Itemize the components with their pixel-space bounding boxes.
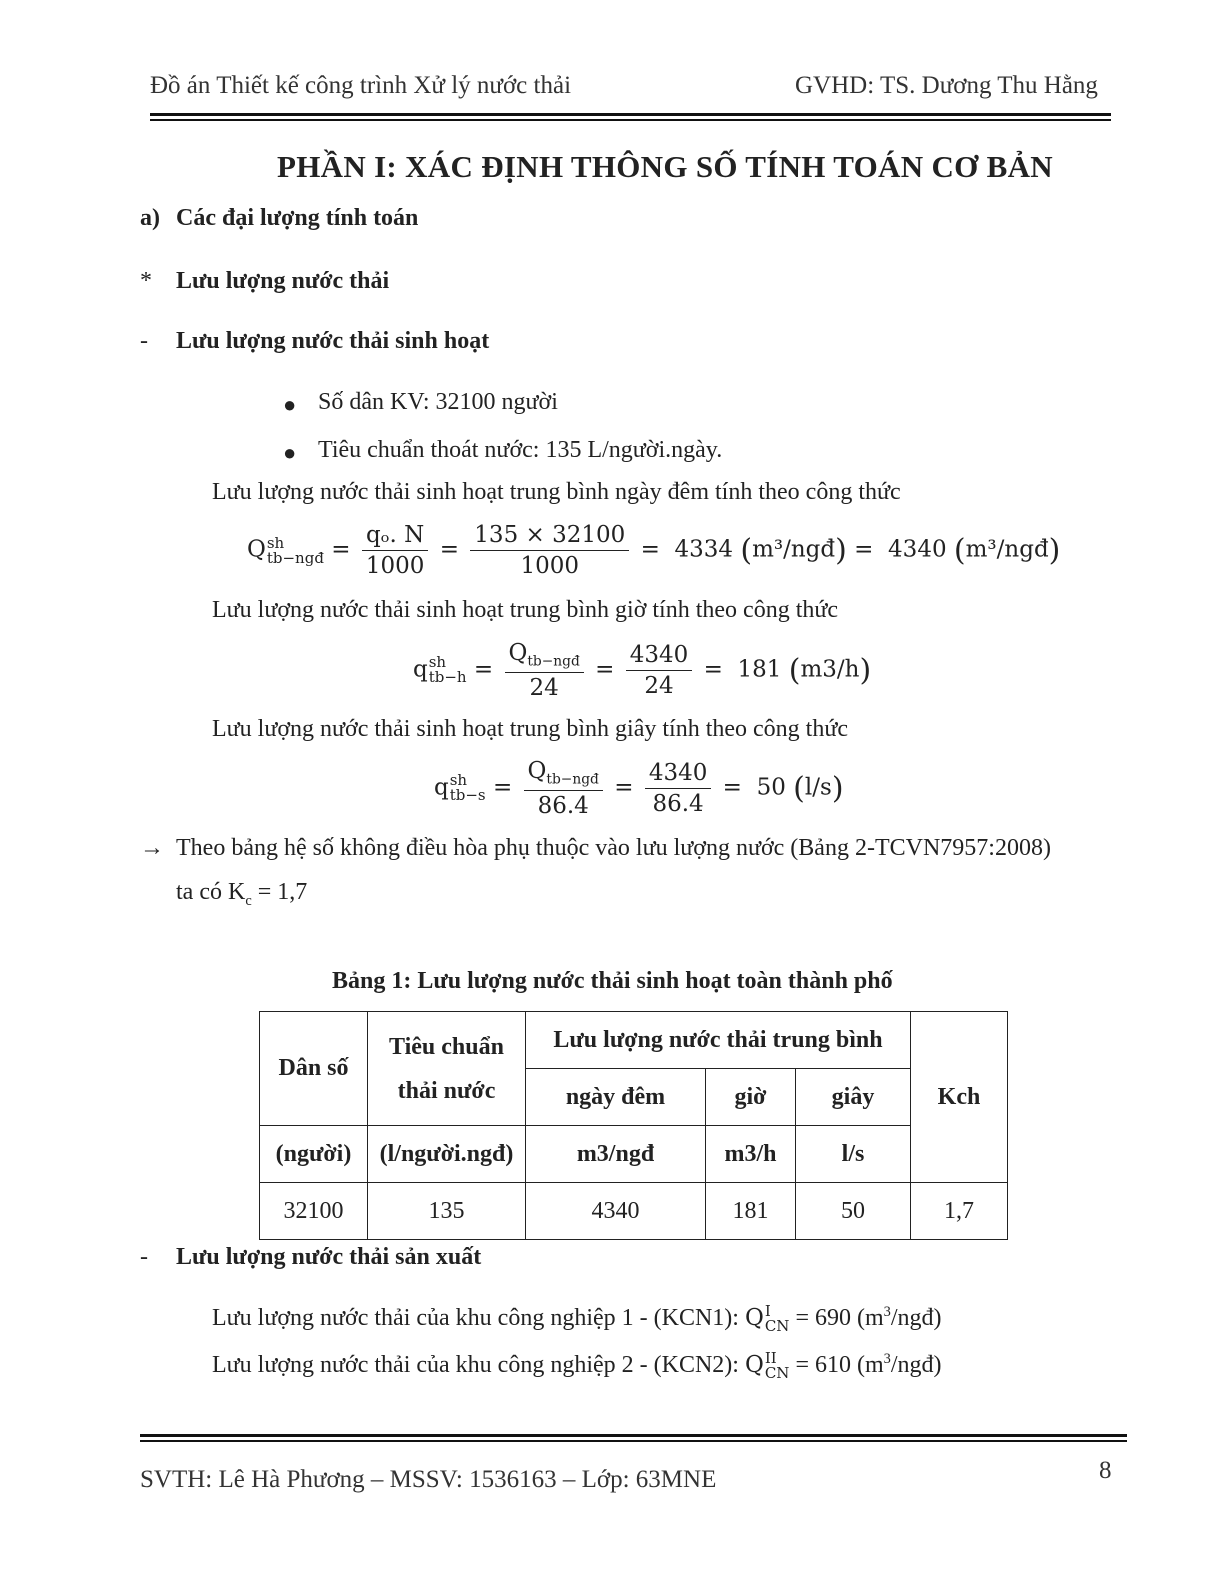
th-tieu-chuan: Tiêu chuẩn thải nước (368, 1012, 526, 1126)
footer-rule-thin (140, 1440, 1127, 1442)
star-marker: * (140, 268, 152, 294)
bullet-tieu-chuan: Tiêu chuẩn thoát nước: 135 L/người.ngày. (318, 437, 723, 463)
unit-giay: l/s (796, 1126, 911, 1183)
table-cell: 32100 (260, 1183, 368, 1240)
table-cell: 4340 (526, 1183, 706, 1240)
paragraph-ngay-dem: Lưu lượng nước thải sinh hoạt trung bình ngày đêm tính theo công thức (212, 479, 901, 505)
bullet-icon: ● (283, 392, 297, 417)
formula-q-giay: q sh tb−s = $\frac{Q_{tb-ngđ}}{86.4}$ = $\frac{4340}{86.4}$ = 50 (l/s) (434, 758, 844, 819)
table-cell: 181 (706, 1183, 796, 1240)
header-rule-thin (150, 119, 1111, 121)
header-rule-thick (150, 113, 1111, 116)
section-a-marker: a) (140, 205, 160, 231)
section-a-heading: Các đại lượng tính toán (176, 205, 419, 231)
formula-q-ngay-dem: Q sh tb−ngđ = $\frac{\text{qₒ. N}}{1000}$ = $\frac{135 \times 32100}{1000}$ = 4334 (m³/ngđ) = 4340 (m³/ngđ) (247, 522, 1061, 579)
heading-sinh-hoat: Lưu lượng nước thải sinh hoạt (176, 328, 490, 354)
th-luu-luong-trung-binh: Lưu lượng nước thải trung bình (526, 1012, 911, 1069)
th-gio: giờ (706, 1069, 796, 1126)
unit-nguoi: (người) (260, 1126, 368, 1183)
paragraph-gio: Lưu lượng nước thải sinh hoạt trung bình giờ tính theo công thức (212, 597, 839, 623)
header-right: GVHD: TS. Dương Thu Hằng (795, 72, 1098, 99)
footer-rule-thick (140, 1434, 1127, 1437)
paragraph-he-so: Theo bảng hệ số không điều hòa phụ thuộc vào lưu lượng nước (Bảng 2-TCVN7957:2008) (176, 835, 1051, 861)
unit-ngay-dem: m3/ngđ (526, 1126, 706, 1183)
table-cell: 1,7 (911, 1183, 1008, 1240)
header-left: Đồ án Thiết kế công trình Xử lý nước thải (150, 72, 572, 99)
page-title: PHẦN I: XÁC ĐỊNH THÔNG SỐ TÍNH TOÁN CƠ BẢN (277, 149, 1053, 184)
kcn2-line: Lưu lượng nước thải của khu công nghiệp 2 - (KCN2): Q II CN = 610 $(m^3/ngđ)$ (212, 1349, 942, 1383)
table-cell: 50 (796, 1183, 911, 1240)
th-kch: Kch (911, 1012, 1008, 1183)
dash-marker: - (140, 328, 148, 354)
page-number: 8 (1099, 1457, 1112, 1484)
heading-luu-luong: Lưu lượng nước thải (176, 268, 390, 294)
heading-san-xuat: Lưu lượng nước thải sản xuất (176, 1244, 482, 1270)
th-giay: giây (796, 1069, 911, 1126)
bullet-icon: ● (283, 440, 297, 465)
th-ngay-dem: ngày đêm (526, 1069, 706, 1126)
kcn1-line: Lưu lượng nước thải của khu công nghiệp 1 - (KCN1): Q I CN = 690 $(m^3/ngđ)$ (212, 1302, 942, 1336)
unit-gio: m3/h (706, 1126, 796, 1183)
wastewater-table (259, 1011, 1008, 1240)
unit-tieu-chuan: (l/người.ngđ) (368, 1126, 526, 1183)
table-cell: 135 (368, 1183, 526, 1240)
footer-student: SVTH: Lê Hà Phương – MSSV: 1536163 – Lớp: 63MNE (140, 1466, 717, 1493)
paragraph-kc: ta có $K_c = 1,7$ (176, 879, 308, 909)
table-caption: Bảng 1: Lưu lượng nước thải sinh hoạt toàn thành phố (332, 968, 893, 994)
bullet-so-dan: Số dân KV: 32100 người (318, 389, 558, 415)
paragraph-giay: Lưu lượng nước thải sinh hoạt trung bình giây tính theo công thức (212, 716, 848, 742)
th-dan-so: Dân số (260, 1012, 368, 1126)
formula-q-gio: q sh tb−h = $\frac{Q_{tb-ngđ}}{24}$ = $\frac{4340}{24}$ = 181 (m3/h) (413, 640, 872, 701)
arrow-icon: → (140, 835, 164, 861)
dash-marker: - (140, 1244, 148, 1270)
